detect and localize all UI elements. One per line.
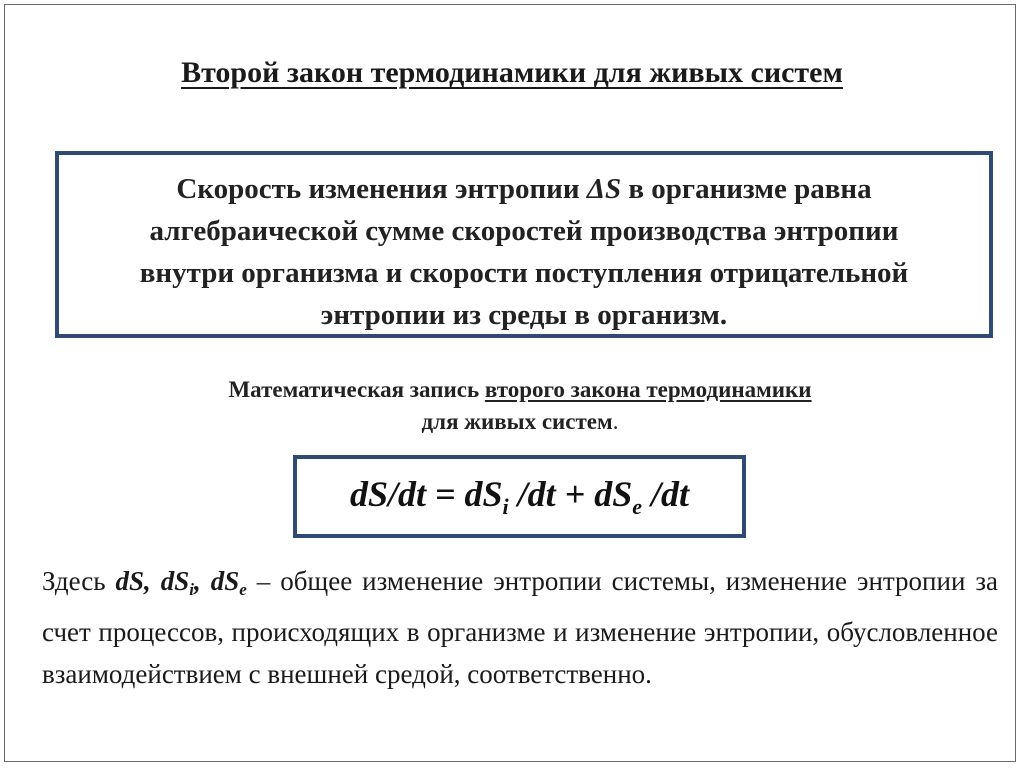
symbol-subscript: e [239,580,247,599]
subheading-text: для живых систем [421,409,613,434]
symbol-subscript: i [189,580,194,599]
formula-subscript-i: i [502,494,509,519]
symbol-comma: , [194,566,201,596]
definition-line-1 [75,168,973,210]
delta-s-symbol: ΔS [586,173,622,205]
formula-part: dS/dt = dS [349,474,503,514]
subheading-underlined: второго закона термодинамики [484,377,812,402]
slide-title [0,56,1024,90]
definition-text: в организме равна [621,173,872,205]
definition-line-2: алгебраической сумме скоростей производства энтропии [149,215,899,247]
symbol-dse [210,566,247,599]
formula-box [293,455,746,538]
formula-subscript-e: e [632,494,642,519]
formula-part: /dt + dS [508,474,633,514]
explanation-paragraph [42,560,998,695]
definition-line-4: энтропии из среды в организм. [320,299,728,331]
subheading-period: . [612,409,619,434]
definition-line-3: внутри организма и скорости поступления отрицательной [139,257,909,289]
formula-part: /dt [641,474,689,514]
formula [350,473,689,520]
explanation-text: – общее изменение энтропии системы, изменение энтропии за счет процессов, происходящих в организме и изменение энтропии, обусловленное взаимодействием с внешней средой, соответственно. [42,566,998,689]
math-subheading [0,374,1024,438]
subheading-line-1 [0,374,1024,406]
slide-title-text: Второй закон термодинамики для живых систем [181,56,843,89]
subheading-line-2 [0,406,1024,438]
definition-text: Скорость изменения энтропии [176,173,587,205]
symbol-ds: dS, [115,566,151,596]
definition-box [55,151,993,338]
explanation-lead: Здесь [42,566,116,596]
subheading-text: Математическая запись [228,377,485,402]
symbol-text: dS [160,566,190,596]
symbol-dsi [160,566,201,599]
symbol-text: dS [210,566,240,596]
